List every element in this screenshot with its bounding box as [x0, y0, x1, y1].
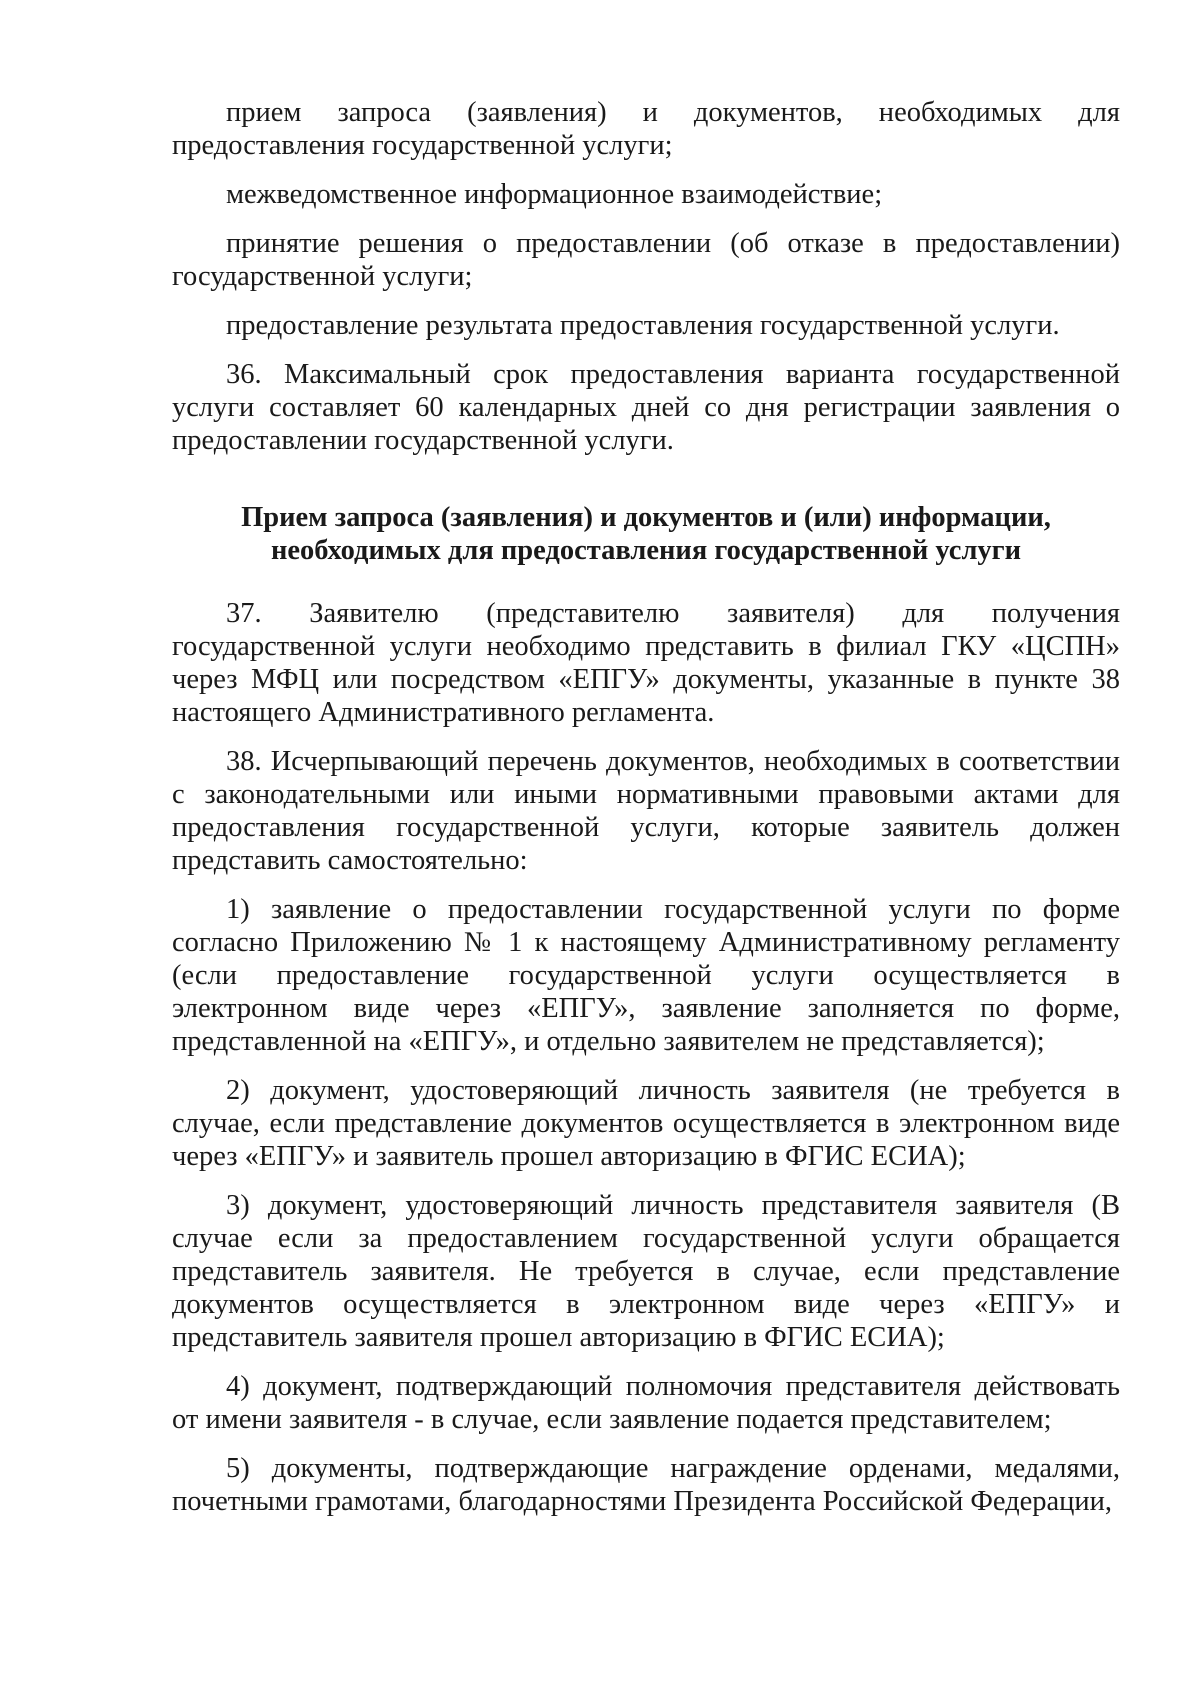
list-item-3: 3) документ, удостоверяющий личность представителя заявителя (В случае если за предоставлением государственной услуги обращается представитель заявителя. Не требуется в случае, если представление документов осуществляется в электронном виде через «ЕПГУ» и представитель заявителя прошел авторизацию в ФГИС ЕСИА);: [172, 1190, 1120, 1353]
paragraph-interagency: межведомственное информационное взаимодействие;: [226, 179, 883, 210]
list-item-1: 1) заявление о предоставлении государственной услуги по форме согласно Приложению № 1 к настоящему Административному регламенту (если предоставление государственной услуги осуществляется в электронном виде через «ЕПГУ», заявление заполняется по форме, представленной на «ЕПГУ», и отдельно заявителем не представляется);: [172, 894, 1120, 1057]
paragraph-38: 38. Исчерпывающий перечень документов, необходимых в соответствии с законодательными или иными нормативными правовыми актами для предоставления государственной услуги, которые заявитель должен представить самостоятельно:: [172, 746, 1120, 876]
list-item-2: 2) документ, удостоверяющий личность заявителя (не требуется в случае, если представление документов осуществляется в электронном виде через «ЕПГУ» и заявитель прошел авторизацию в ФГИС ЕСИА);: [172, 1075, 1120, 1172]
section-heading: [172, 501, 1120, 567]
list-item-5: 5) документы, подтверждающие награждение орденами, медалями, почетными грамотами, благодарностями Президента Российской Федерации,: [172, 1453, 1120, 1517]
paragraph-decision: принятие решения о предоставлении (об отказе в предоставлении) государственной услуги;: [172, 228, 1120, 292]
section-heading-line-2: необходимых для предоставления государственной услуги: [270, 535, 1022, 566]
paragraph-intake: прием запроса (заявления) и документов, необходимых для предоставления государственной услуги;: [172, 97, 1120, 161]
paragraph-36: 36. Максимальный срок предоставления варианта государственной услуги составляет 60 календарных дней со дня регистрации заявления о предоставлении государственной услуги.: [172, 359, 1120, 456]
list-item-4: 4) документ, подтверждающий полномочия представителя действовать от имени заявителя - в случае, если заявление подается представителем;: [172, 1371, 1120, 1435]
paragraph-37: 37. Заявителю (представителю заявителя) для получения государственной услуги необходимо представить в филиал ГКУ «ЦСПН» через МФЦ или посредством «ЕПГУ» документы, указанные в пункте 38 настоящего Административного регламента.: [172, 598, 1120, 728]
paragraph-result: предоставление результата предоставления государственной услуги.: [226, 310, 1060, 341]
document-page: [172, 96, 1120, 1534]
section-heading-line-1: Прием запроса (заявления) и документов и (или) информации,: [241, 502, 1051, 533]
